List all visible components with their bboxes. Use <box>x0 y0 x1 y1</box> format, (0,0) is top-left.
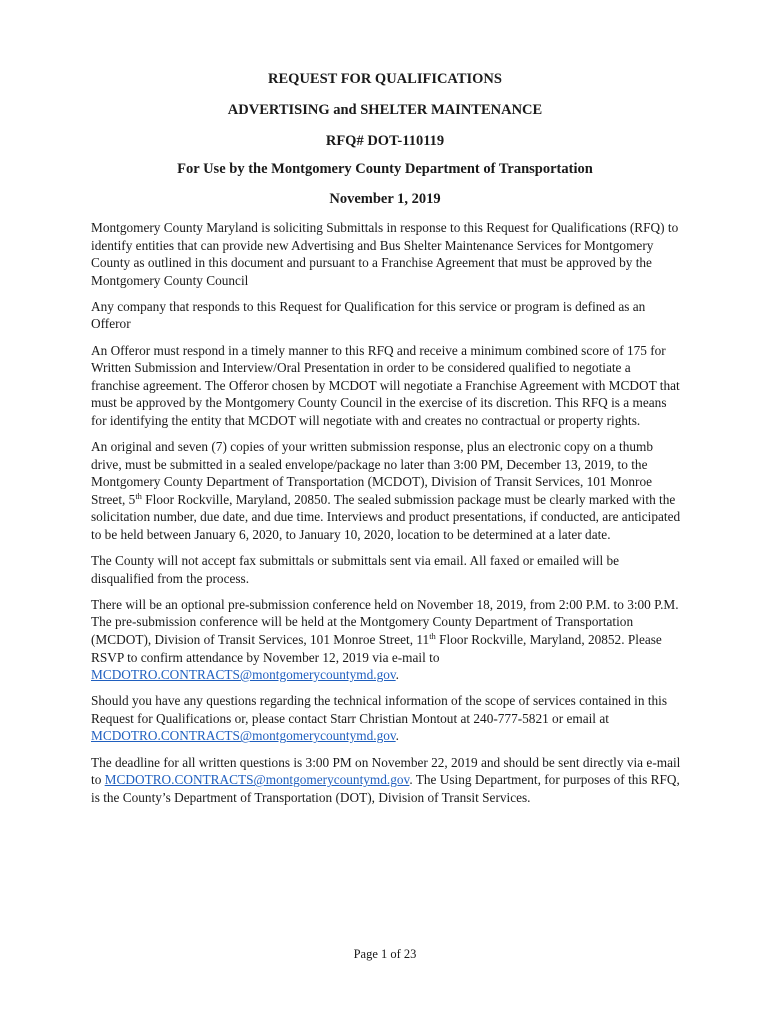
document-title: REQUEST FOR QUALIFICATIONS <box>268 71 502 87</box>
paragraph-scoring: An Offeror must respond in a timely manner to this RFQ and receive a minimum combined score of 175 for Written Submission and Interview/Oral Presentation in order to be considered qualified to negotiate a franchise agreement. The Offeror chosen by MCDOT will negotiate a Franchise Agreement with MCDOT that must be approved by the Montgomery County Council in the exercise of its discretion. This RFQ is a means for identifying the entity that MCDOT will negotiate with and creates no contractual or property rights. <box>91 342 680 428</box>
email-link[interactable]: MCDOTRO.CONTRACTS@montgomerycountymd.gov <box>91 728 396 744</box>
paragraph-submission: An original and seven (7) copies of your written submission response, plus an electronic copy on a thumb drive, must be submitted in a sealed envelope/package no later than 3:00 PM, December 13, 2019, to the Montgomery County Department of Transportation (MCDOT), Division of Transit Services, 101 Monroe Street, 5th Floor Rockville, Maryland, 20850. The sealed submission package must be clearly marked with the solicitation number, due date, and due time. Interviews and product presentations, if conducted, are anticipated to be held between January 6, 2020, to January 10, 2020, location to be determined at a later date. <box>91 439 681 542</box>
paragraph-questions: Should you have any questions regarding the technical information of the scope of services contained in this Request for Qualifications or, please contact Starr Christian Montout at 240-777-5821 or email at MCDOTRO.CONTRACTS@montgomerycountymd.gov. <box>91 693 668 744</box>
document-body <box>91 219 681 815</box>
paragraph-offeror: Any company that responds to this Request for Qualification for this service or program is defined as an Offeror <box>91 298 646 332</box>
email-link[interactable]: MCDOTRO.CONTRACTS@montgomerycountymd.gov <box>104 772 410 788</box>
page-number: Page 1 of 23 <box>353 947 417 961</box>
email-link[interactable]: MCDOTRO.CONTRACTS@montgomerycountymd.gov <box>91 667 396 683</box>
rfq-number: RFQ# DOT-110119 <box>325 133 445 149</box>
paragraph-conference: There will be an optional pre-submission conference held on November 18, 2019, from 2:00 P.M. to 3:00 P.M. The pre-submission conference will be held at the Montgomery County Department of Transportation (MCDOT), Division of Transit Services, 101 Monroe Street, 11th Floor Rockville, Maryland, 20852. Please RSVP to confirm attendance by November 12, 2019 via e-mail to MCDOTRO.CONTRACTS@montgomerycountymd.gov. <box>91 596 679 683</box>
paragraph-intro: Montgomery County Maryland is soliciting Submittals in response to this Request for Qualifications (RFQ) to identify entities that can provide new Advertising and Bus Shelter Maintenance Services for Montgomery County as outlined in this document and pursuant to a Franchise Agreement that must be approved by the Montgomery County Council <box>91 220 679 288</box>
document-subtitle: ADVERTISING and SHELTER MAINTENANCE <box>227 102 543 118</box>
department-line: For Use by the Montgomery County Department of Transportation <box>177 161 593 177</box>
paragraph-fax-policy: The County will not accept fax submittals or submittals sent via email. All faxed or emailed will be disqualified from the process. <box>91 553 620 586</box>
issue-date: November 1, 2019 <box>329 191 441 207</box>
paragraph-deadline: The deadline for all written questions is 3:00 PM on November 22, 2019 and should be sent directly via e-mail to MCDOTRO.CONTRACTS@montgomerycountymd.gov. The Using Department, for purposes of this RFQ, is the County’s Department of Transportation (DOT), Division of Transit Services. <box>91 754 681 805</box>
